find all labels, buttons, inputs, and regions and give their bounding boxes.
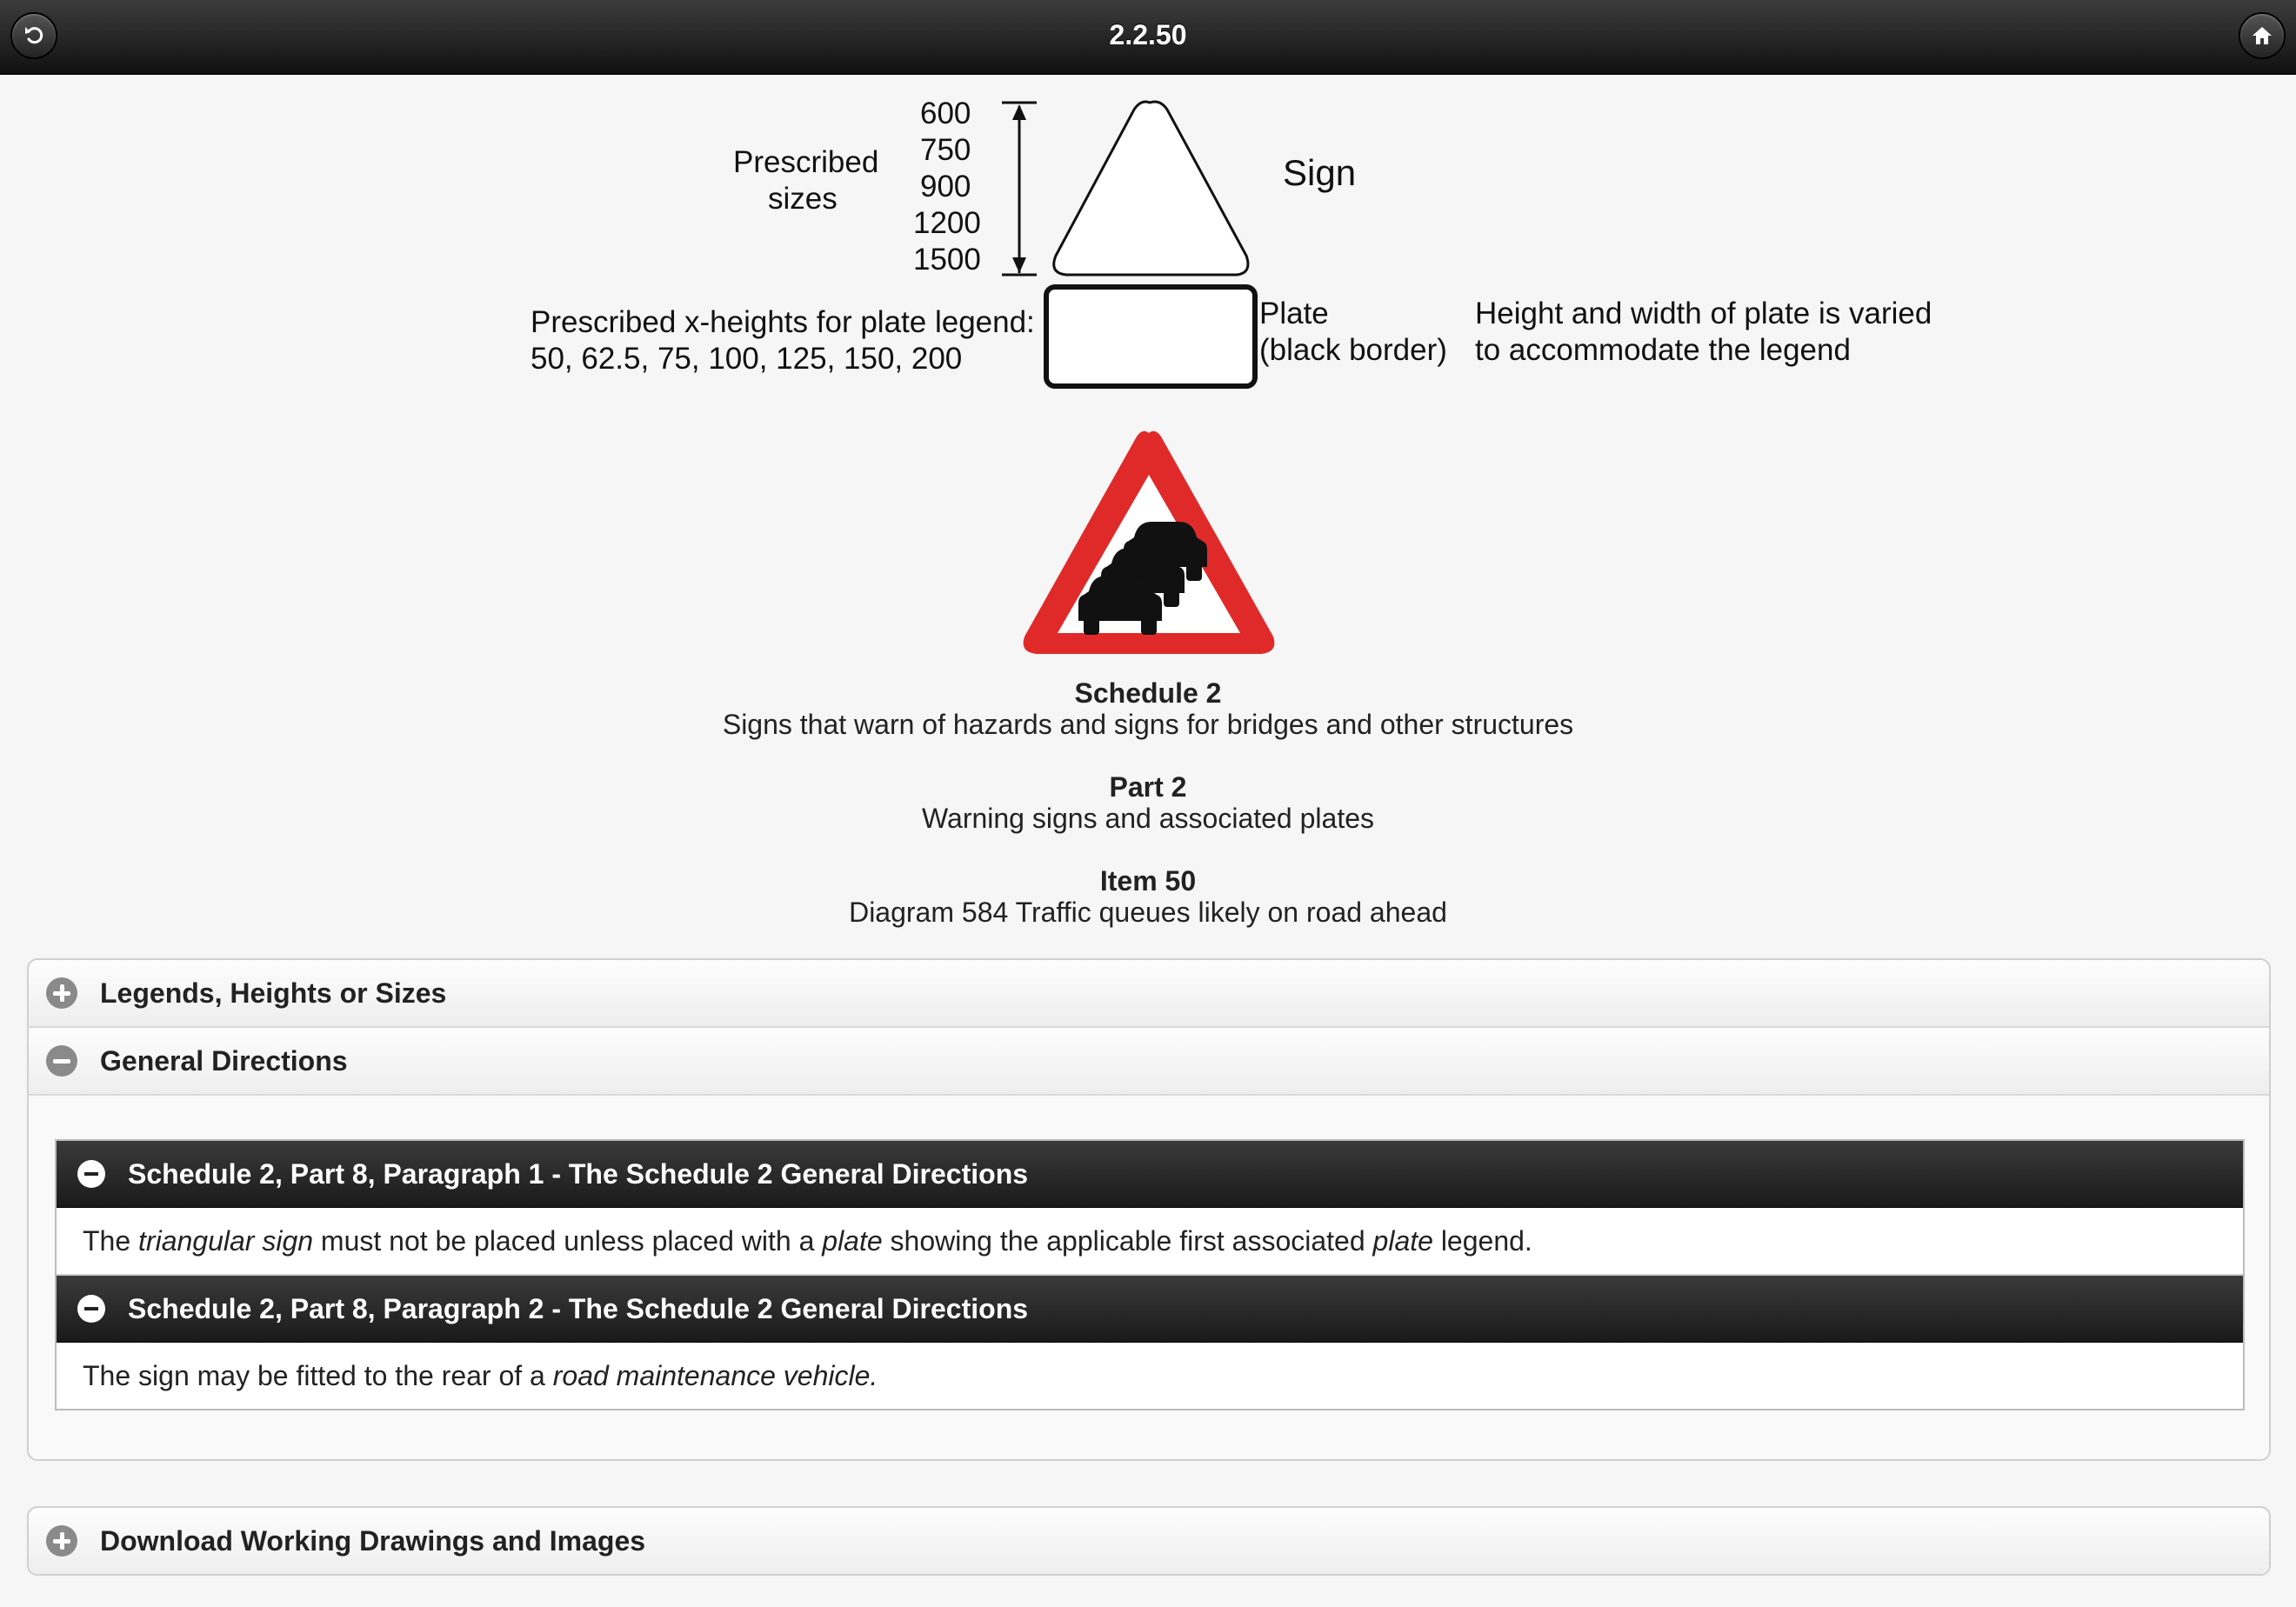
paragraph-2-text bbox=[57, 1343, 2243, 1409]
download-drawings-header[interactable] bbox=[29, 1508, 2269, 1574]
paragraph-1-header[interactable] bbox=[57, 1141, 2243, 1208]
defined-term: plate bbox=[1372, 1225, 1433, 1257]
size-value: 1500 bbox=[913, 243, 981, 277]
part-title: Part 2 bbox=[1109, 771, 1187, 803]
legends-heights-sizes-header[interactable] bbox=[29, 960, 2269, 1028]
xheights-label-1: Prescribed x-heights for plate legend: bbox=[531, 305, 1035, 339]
home-icon bbox=[2250, 23, 2274, 48]
sign-label: Sign bbox=[1283, 152, 1357, 193]
plus-icon bbox=[46, 1525, 77, 1557]
general-directions-header[interactable] bbox=[29, 1028, 2269, 1096]
sign-outline-triangle bbox=[1054, 102, 1248, 275]
arrow-up-icon bbox=[1012, 104, 1026, 120]
header-bar bbox=[0, 0, 2296, 75]
text-run: The bbox=[83, 1225, 139, 1257]
item-desc: Diagram 584 Traffic queues likely on road ahead bbox=[849, 897, 1447, 928]
general-directions-content bbox=[55, 1139, 2245, 1410]
legends-heights-sizes-label: Legends, Heights or Sizes bbox=[100, 977, 447, 1009]
download-drawings-label: Download Working Drawings and Images bbox=[100, 1525, 646, 1557]
plus-icon bbox=[46, 977, 77, 1009]
home-button[interactable] bbox=[2239, 12, 2286, 59]
plate-label-1: Plate bbox=[1259, 297, 1329, 330]
collapsible-set bbox=[27, 958, 2271, 1461]
paragraph-1-heading: Schedule 2, Part 8, Paragraph 1 - The Schedule 2 General Directions bbox=[128, 1158, 1029, 1190]
minus-icon bbox=[46, 1045, 77, 1077]
text-run: The sign may be fitted to the rear of a bbox=[83, 1360, 553, 1391]
size-value: 900 bbox=[920, 170, 971, 203]
paragraph-1-text bbox=[57, 1208, 2243, 1276]
schedule-desc: Signs that warn of hazards and signs for bridges and other structures bbox=[722, 709, 1574, 740]
download-collapsible bbox=[27, 1506, 2271, 1576]
page-title: 2.2.50 bbox=[1109, 19, 1187, 50]
plate-note-2: to accommodate the legend bbox=[1475, 333, 1851, 367]
content-area bbox=[0, 75, 2296, 1607]
item-title: Item 50 bbox=[1099, 865, 1197, 897]
size-value: 1200 bbox=[913, 206, 981, 240]
paragraph-2-header[interactable] bbox=[57, 1276, 2243, 1343]
xheights-label-2: 50, 62.5, 75, 100, 125, 150, 200 bbox=[531, 342, 963, 376]
prescribed-sizes-label-1: Prescribed bbox=[733, 145, 879, 179]
minus-icon bbox=[77, 1160, 105, 1188]
schedule-title: Schedule 2 bbox=[1074, 677, 1222, 709]
defined-term: triangular sign bbox=[138, 1225, 314, 1257]
text-run: must not be placed unless placed with a bbox=[313, 1225, 823, 1257]
text-run: showing the applicable first associated bbox=[882, 1225, 1373, 1257]
traffic-queues-warning-sign bbox=[1016, 424, 1282, 661]
part-desc: Warning signs and associated plates bbox=[922, 803, 1374, 834]
text-run: legend. bbox=[1432, 1225, 1532, 1257]
size-value: 750 bbox=[920, 133, 971, 167]
size-value: 600 bbox=[920, 97, 971, 130]
plate-outline bbox=[1046, 287, 1255, 386]
minus-icon bbox=[77, 1295, 105, 1323]
prescribed-sizes-label-2: sizes bbox=[768, 182, 838, 216]
plate-note-1: Height and width of plate is varied bbox=[1475, 297, 1932, 330]
general-directions-label: General Directions bbox=[100, 1045, 348, 1077]
paragraph-2-heading: Schedule 2, Part 8, Paragraph 2 - The Schedule 2 General Directions bbox=[128, 1293, 1029, 1324]
defined-term: plate bbox=[822, 1225, 883, 1257]
plate-label-2: (black border) bbox=[1259, 333, 1447, 367]
defined-term: road maintenance vehicle. bbox=[552, 1360, 878, 1391]
arrow-down-icon bbox=[1012, 257, 1026, 273]
